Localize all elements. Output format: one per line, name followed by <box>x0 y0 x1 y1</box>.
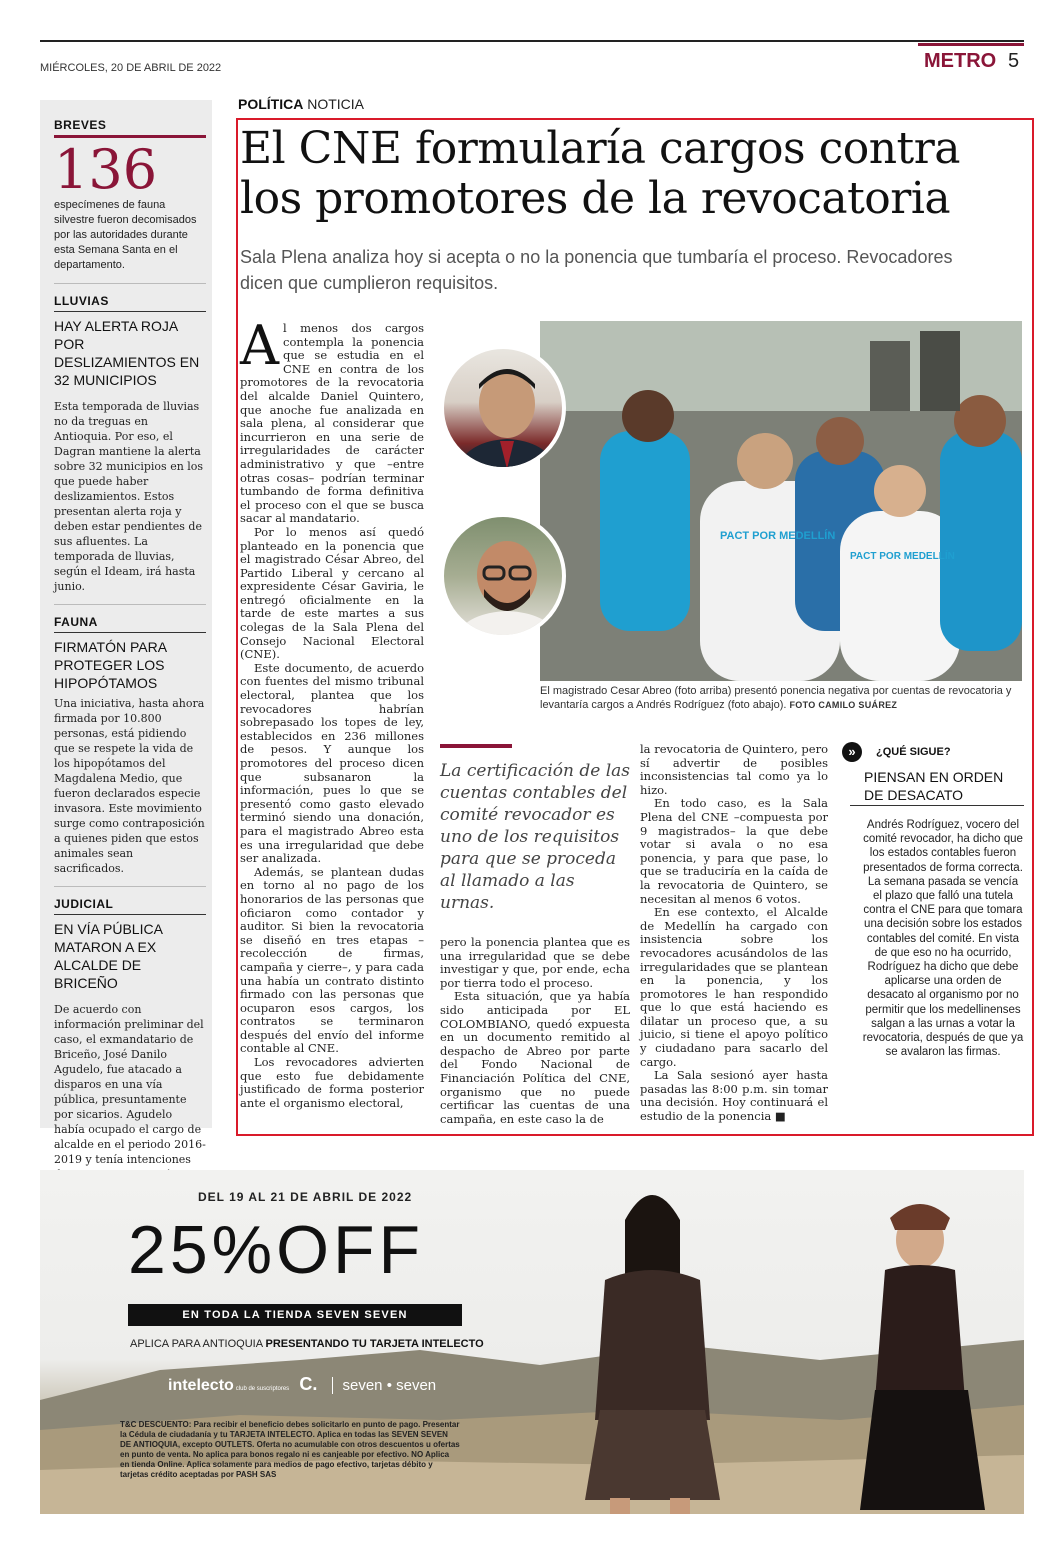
seven-seven-logo: seven • seven <box>332 1377 437 1394</box>
issue-date: MIÉRCOLES, 20 DE ABRIL DE 2022 <box>40 62 222 74</box>
shirt-text: PACT POR MEDELLÍN <box>720 530 836 542</box>
paragraph: Por lo menos así quedó planteado en la ponencia que el magistrado César Abreo, del Partido Liberal y cercano al expresidente César Gaviria, le entregó oficialmente en la tarde de este martes a sus colegas de la Sala Plena del Consejo Nacional Electoral (CNE). <box>240 524 424 662</box>
kicker-section: POLÍTICA <box>238 96 304 112</box>
breves-heading: BREVES <box>54 118 107 132</box>
ad-condition-b: PRESENTANDO TU TARJETA INTELECTO <box>265 1338 484 1350</box>
breves-sidebar <box>40 100 212 1166</box>
ad-discount: 25%OFF <box>128 1212 425 1288</box>
brief-body: Una iniciativa, hasta ahora firmada por 10.800 personas, está pidiendo que se respete la vida de los hipopótamos del Magdalena Medio, que fueron declarados especie invasora. Este movimiento surge como contraposición a quienes piden que estos animales sean sacrificados. <box>54 697 205 875</box>
paragraph: pero la ponencia plantea que es una irregularidad que se debe investigar y que, por ende, echa por tierra todo el proceso. <box>440 935 630 990</box>
kicker-type: NOTICIA <box>307 96 365 112</box>
quote-rule <box>440 744 512 748</box>
brief-title: EN VÍA PÚBLICA MATARON A EX ALCALDE DE BRICEÑO <box>54 921 163 991</box>
que-sigue-heading: ¿QUÉ SIGUE? <box>876 746 951 758</box>
paragraph: Además, se plantean dudas en torno al no pago de los honorarios de las personas que oficiaron como contador y auditor. Si bien la revocatoria se diseñó en tres etapas –recolección de firmas, campaña y cierre–, y para cada una había un contrato distinto firmado con las personas que ocuparon esos cargos, los contratos se terminaron después del envío del informe contable al CNE. <box>240 864 424 1056</box>
intelecto-logo-sub: club de suscriptores <box>235 1386 290 1392</box>
ad-condition-a: APLICA PARA ANTIOQUIA <box>130 1338 263 1350</box>
ad-banner: EN TODA LA TIENDA SEVEN SEVEN <box>128 1304 462 1326</box>
ad-dates: DEL 19 AL 21 DE ABRIL DE 2022 <box>198 1190 413 1204</box>
shirt-text: PACT POR MEDELLÍN <box>850 551 955 562</box>
section-accent <box>918 43 1024 46</box>
chevron-right-icon: » <box>842 742 862 762</box>
paragraph: Los revocadores advierten que esto fue debidamente justificado de forma posterior ante el organismo electoral, <box>240 1055 424 1110</box>
que-sigue-title: PIENSAN EN ORDEN DE DESACATO <box>864 769 1004 803</box>
pull-quote: La certificación de las cuentas contables del comité revocador es uno de los requisitos para que se proceda al llamado a las urnas. <box>440 761 630 913</box>
brief-rule <box>54 914 206 915</box>
que-sigue-rule <box>850 805 1024 806</box>
breves-text: especímenes de fauna silvestre fueron decomisados por las autoridades durante esta Semana Santa en el departamento. <box>54 199 197 271</box>
drop-cap: A <box>240 314 279 377</box>
article-column-3 <box>640 743 828 1124</box>
brief-rule <box>54 311 206 312</box>
brief-title: HAY ALERTA ROJA POR DESLIZAMIENTOS EN 32 MUNICIPIOS <box>54 318 200 388</box>
brief-heading: FAUNA <box>54 615 98 629</box>
crowd-illustration <box>540 321 1022 681</box>
article-kicker <box>238 96 364 112</box>
article-photo <box>540 321 1022 681</box>
photo-caption <box>540 684 1024 712</box>
brief-body: Esta temporada de lluvias no da treguas en Antioquia. Por eso, el Dagran mantiene la alerta sobre 32 municipios en los que puede haber deslizamientos. Estos presentan alerta roja y deben estar pendientes de sus afluentes. La temporada de lluvias, según el Ideam, irá hasta junio. <box>54 400 204 593</box>
intelecto-logo: intelecto <box>168 1377 234 1394</box>
article-column-2 <box>440 936 630 1126</box>
caption-text: El magistrado Cesar Abreo (foto arriba) presentó ponencia negativa por cuentas de revocatoria y levantaría cargos a Andrés Rodríguez (foto abajo). <box>540 685 1012 711</box>
page-number: 5 <box>1008 50 1020 72</box>
article-headline: El CNE formularía cargos contra los promotores de la revocatoria <box>240 123 960 224</box>
ad-logos <box>168 1374 436 1395</box>
paragraph: Este documento, de acuerdo con fuentes del mismo tribunal electoral, plantea que los revocadores habrían sobrepasado los topes de ley, establecidos en 236 millones de pesos. Y aunque los promotores del proceso dicen que subsanaron la información, pues lo que se presentó como gasto elevado terminó siendo una donación, para el magistrado Abreo esta es una irregularidad que debe ser analizada. <box>240 660 424 866</box>
brief-body: De acuerdo con información preliminar del caso, el exmandatario de Briceño, José Danilo Agudelo, fue atacado a disparos en una vía pública, presuntamente por sicarios. Agudelo había ocupado el cargo de alcalde en el periodo 2016-2019 y tenía intenciones <box>54 1003 206 1166</box>
brief-title: FIRMATÓN PARA PROTEGER LOS HIPOPÓTAMOS <box>54 639 167 691</box>
portrait-rodriguez <box>440 513 566 639</box>
brief-heading: LLUVIAS <box>54 294 109 308</box>
paragraph: En todo caso, es la Sala Plena del CNE –compuesta por 9 magistrados– la que debe votar si avala o no esa ponencia, y para que pase, lo que se traduciría en la caída de la revocatoria de Quintero, se necesitan al menos 6 votos. <box>640 796 828 906</box>
divider <box>54 886 206 887</box>
article-column-1 <box>240 314 424 1110</box>
ad-terms: T&C DESCUENTO: Para recibir el beneficio debes solicitarlo en punto de pago. Presentar la Cédula de ciudadanía y tu TARJETA INTELECTO. Aplica en todas las SEVEN SEVEN DE ANTIOQUIA, excepto OUTLETS. Oferta no acumulable con otros descuentos u ofertas en punto de venta. No aplica para bonos regalo ni es canjeable por efectivo. NO Aplica en tienda Online. Aplica solamente para medios de pago efectivo, tarjetas débito y tarjetas crédito aceptadas por PASH SAS <box>120 1420 460 1479</box>
brief-rule <box>54 632 206 633</box>
section-name: METRO <box>924 50 997 72</box>
ad-condition <box>130 1338 484 1350</box>
paragraph: l menos dos cargos contempla la ponencia que se estudia en el CNE en contra de los promotores de la revocatoria del alcalde Daniel Quintero, que anoche fue analizada en sala plena, al considerar que incurrieron en una serie de irregularidades de carácter administrativo y que –entre otras cosas– podrían terminar tumbando de forma definitiva el proceso con el que se busca sacar al mandatario. <box>240 321 424 526</box>
colombiano-logo: C. <box>299 1374 318 1394</box>
top-rule <box>40 40 1024 42</box>
paragraph: la revocatoria de Quintero, pero sí advertir de posibles inconsistencias tal como ya lo hizo. <box>640 742 828 797</box>
paragraph: Esta situación, que ya había sido anticipada por EL COLOMBIANO, quedó expuesta en un documento remitido al despacho de Abreo por parte del Fondo Nacional de Financiación Política del CNE, organismo que no puede certificar las cuentas de una campaña, en este caso la de <box>440 989 630 1126</box>
portrait-abreo <box>440 345 566 471</box>
paragraph: La Sala sesionó ayer hasta pasadas las 8:00 p.m. sin tomar una decisión. Hoy continuará el estudio de la ponencia ■ <box>640 1068 828 1124</box>
article-deck: Sala Plena analiza hoy si acepta o no la ponencia que tumbaría el proceso. Revocadores dicen que cumplieron requisitos. <box>240 247 953 293</box>
breves-number: 136 <box>54 138 158 201</box>
photo-credit: FOTO CAMILO SUÁREZ <box>789 700 898 710</box>
que-sigue-body: Andrés Rodríguez, vocero del comité revocador, ha dicho que los estados contables fueron presentados de forma correcta. La semana pasada se vencía el plazo que falló una tutela contra el CNE para que tomara una decisión sobre los estados contables del comité. En vista de que eso no ha ocurrido, Rodríguez ha dicho que debe aplicarse una orden de desacato al organismo por no permitir que los medellinenses salgan a las urnas a votar la revocatoria, después de que ya se avalaron las firmas. <box>862 819 1024 1059</box>
paragraph: En ese contexto, el Alcalde de Medellín ha cargado con insistencia sobre los revocadores acusándolos de las irregularidades que se plantean en la ponencia, y los promotores le han respondido que lo que está haciendo es dilatar un proceso que, a su juicio, si tiene el apoyo político y ciudadano para sacarlo del cargo. <box>640 905 828 1069</box>
divider <box>54 283 206 284</box>
brief-heading: JUDICIAL <box>54 897 114 911</box>
divider <box>54 604 206 605</box>
